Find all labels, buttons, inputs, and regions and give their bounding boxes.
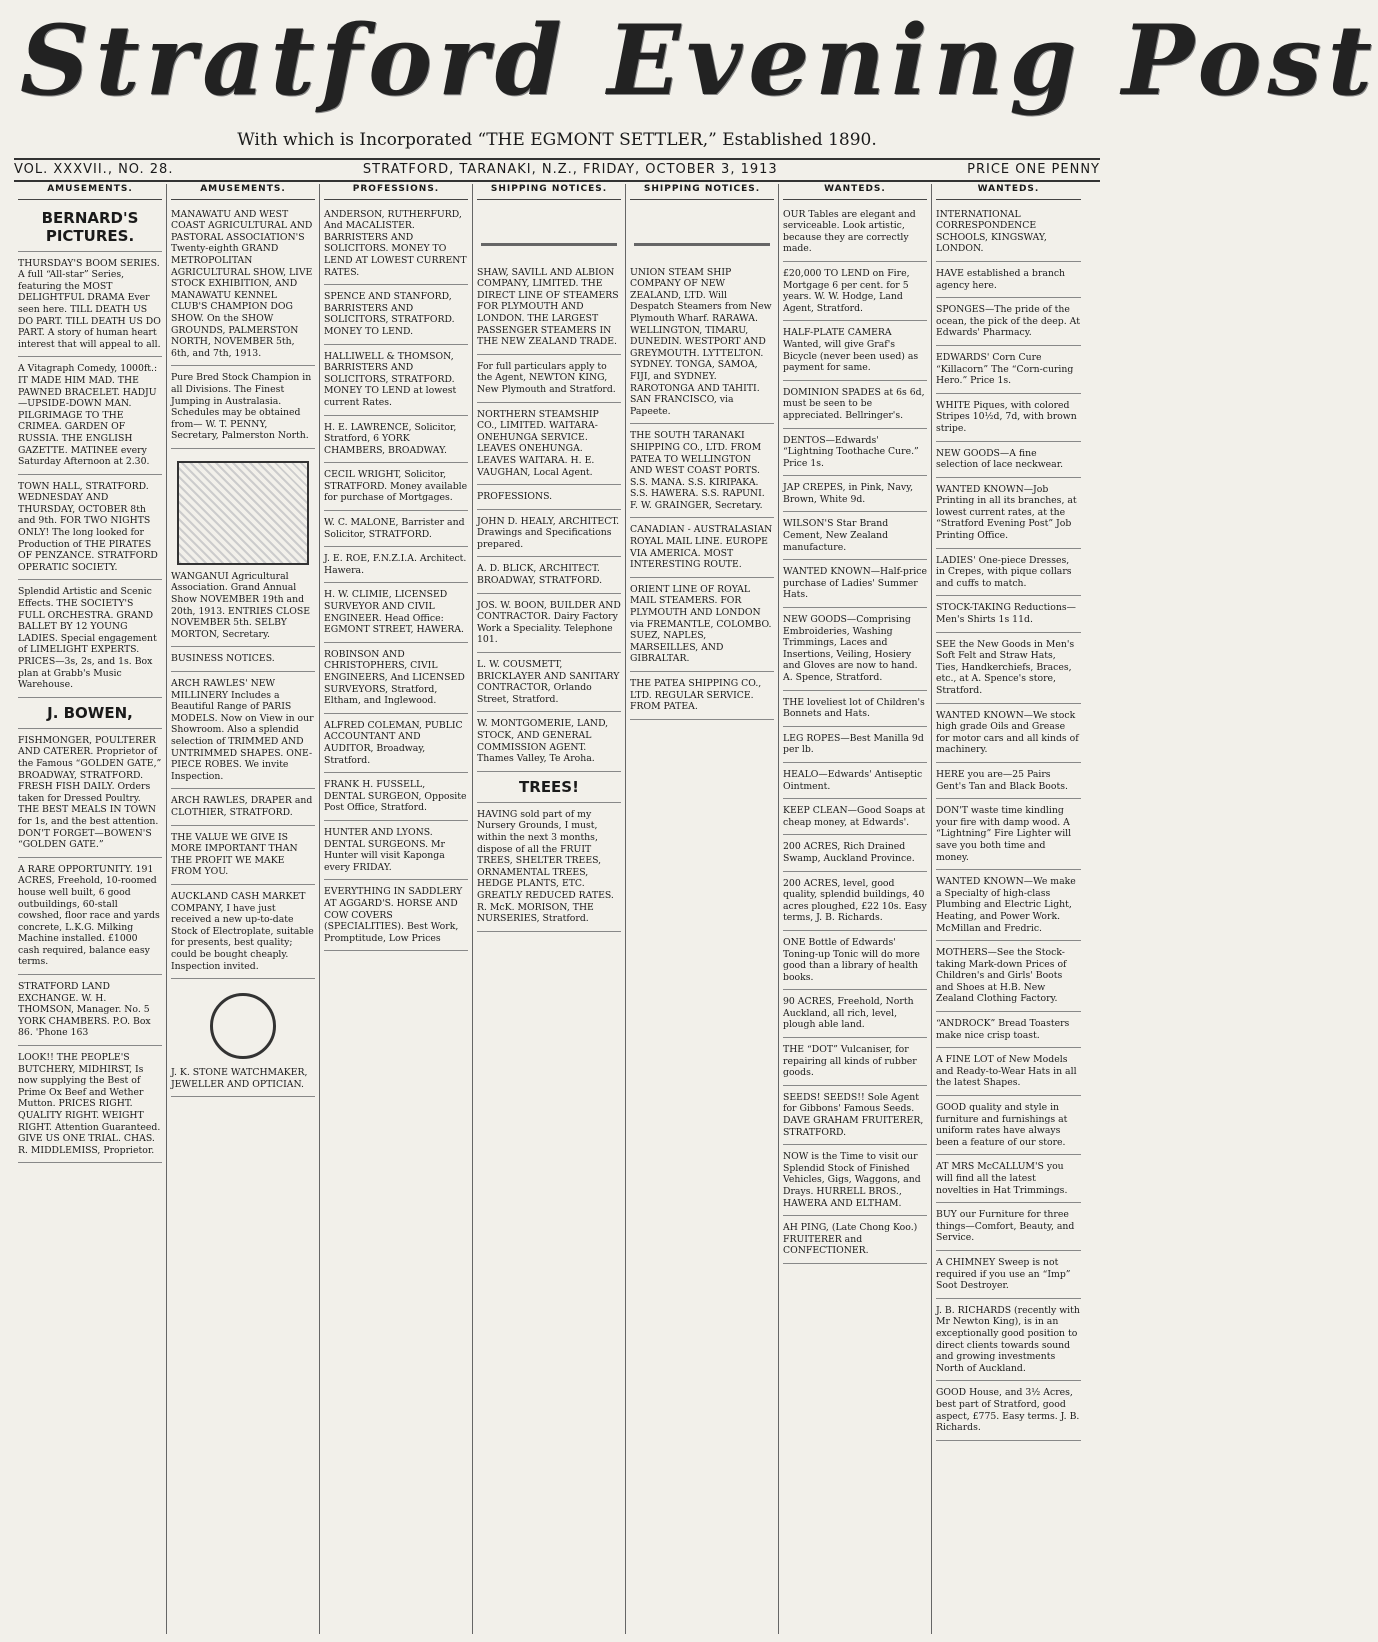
advertisement xyxy=(936,636,1081,704)
advertisement xyxy=(630,521,774,577)
advertisement-text: J. K. STONE WATCHMAKER, JEWELLER AND OPTICIAN. xyxy=(171,1067,308,1090)
advertisement-text: CANADIAN - AUSTRALASIAN ROYAL MAIL LINE. EUROPE VIA AMERICA. MOST INTERESTING ROUTE. xyxy=(630,524,773,571)
advertisement-text: BUY our Furniture for three things—Comfort, Beauty, and Service. xyxy=(936,1209,1075,1244)
advertisement-text: A. D. BLICK, ARCHITECT. BROADWAY, STRATFORD. xyxy=(477,563,603,587)
advertisement-text: ANDERSON, RUTHERFURD, And MACALISTER. BARRISTERS AND SOLICITORS. MONEY TO LEND AT LOWEST CURRENT RATES. xyxy=(324,208,467,278)
advertisement-text: HALLIWELL & THOMSON, BARRISTERS AND SOLICITORS, STRATFORD. MONEY TO LEND at lowest current Rates. xyxy=(324,350,457,408)
advertisement-text: 200 ACRES, level, good quality, splendid buildings, 40 acres ploughed, £22 10s. Easy terms, J. B. Richards. xyxy=(783,877,927,924)
advertisement xyxy=(936,944,1081,1012)
advertisement-text: CECIL WRIGHT, Solicitor, STRATFORD. Money available for purchase of Mortgages. xyxy=(324,469,468,504)
advertisement-text: Pure Bred Stock Champion in all Divisions. The Finest Jumping in Australasia. Schedules may be obtained from— W. T. PENNY, Secretary, Palmerston North. xyxy=(171,372,312,442)
advertisement xyxy=(936,1206,1081,1251)
advertisement-text: BERNARD'S PICTURES. xyxy=(41,208,139,245)
advertisement xyxy=(783,838,927,871)
advertisement xyxy=(477,513,621,558)
column-1 xyxy=(14,184,167,1634)
advertisement xyxy=(783,993,927,1038)
advertisement-text: GOOD quality and style in furniture and furnishings at uniform rates have always been a feature of our store. xyxy=(936,1102,1068,1148)
column-heading: AMUSEMENTS. xyxy=(18,184,162,200)
advertisement xyxy=(477,206,621,355)
advertisement xyxy=(936,552,1081,597)
advertisement xyxy=(477,560,621,593)
advertisement xyxy=(324,717,468,773)
advertisement-text: SEEDS! SEEDS!! Sole Agent for Gibbons' Famous Seeds. DAVE GRAHAM FRUITERER, STRATFORD. xyxy=(783,1091,924,1138)
advertisement-text: OUR Tables are elegant and serviceable. Look artistic, because they are correctly made. xyxy=(783,208,916,255)
column-4 xyxy=(473,184,626,1634)
advertisement-text: ROBINSON AND CHRISTOPHERS, CIVIL ENGINEERS, And LICENSED SURVEYORS, Stratford, Eltham, and Inglewood. xyxy=(324,648,465,707)
advertisement xyxy=(18,206,162,252)
advertisement-text: £20,000 TO LEND on Fire, Mortgage 6 per cent. for 5 years. W. W. Hodge, Land Agent, Stratford. xyxy=(783,267,910,314)
advertisement-text: ONE Bottle of Edwards' Toning-up Tonic will do more good than a library of health books. xyxy=(783,936,920,983)
advertisement xyxy=(783,934,927,990)
advertisement-text: FISHMONGER, POULTERER AND CATERER. Proprietor of the Famous “GOLDEN GATE,” BROADWAY, STRATFORD. FRESH FISH DAILY. Orders taken for Dressed Poultry. THE BEST MEALS IN TOWN for 1s, and the best attention. DON'T FORGET—BOWEN'S “GOLDEN GATE.” xyxy=(18,734,162,851)
advertisement-text: ARCH RAWLES, DRAPER and CLOTHIER, STRATFORD. xyxy=(171,795,313,818)
advertisement xyxy=(171,369,315,449)
advertisement-text: STRATFORD LAND EXCHANGE. W. H. THOMSON, Manager. No. 5 YORK CHAMBERS. P.O. Box 86. 'Phone 163 xyxy=(18,981,151,1039)
advertisement xyxy=(18,583,162,697)
advertisement-text: TREES! xyxy=(519,777,579,796)
advertisement xyxy=(936,397,1081,442)
advertisement xyxy=(783,611,927,691)
advertisement xyxy=(783,1148,927,1216)
advertisement-text: SPONGES—The pride of the ocean, the pick of the deep. At Edwards' Pharmacy. xyxy=(936,304,1080,339)
livestock-illustration xyxy=(177,461,309,565)
advertisement-text: H. W. CLIMIE, LICENSED SURVEYOR AND CIVIL ENGINEER. Head Office: EGMONT STREET, HAWERA. xyxy=(324,589,464,636)
advertisement-text: W. C. MALONE, Barrister and Solicitor, STRATFORD. xyxy=(324,517,465,540)
advertisement xyxy=(783,875,927,931)
advertisement-text: ALFRED COLEMAN, PUBLIC ACCOUNTANT AND AUDITOR, Broadway, Stratford. xyxy=(324,719,463,766)
advertisement-text: PROFESSIONS. xyxy=(477,491,553,503)
advertisement xyxy=(477,715,621,771)
advertisement xyxy=(936,349,1081,394)
advertisement xyxy=(477,406,621,486)
advertisement xyxy=(324,550,468,583)
advertisement xyxy=(324,776,468,821)
advertisement xyxy=(783,265,927,321)
advertisement-text: MOTHERS—See the Stock-taking Mark-down Prices of Children's and Girls' Boots and Shoes at H.B. New Zealand Clothing Factory. xyxy=(936,947,1067,1005)
advertisement-text: SPENCE AND STANFORD, BARRISTERS AND SOLICITORS, STRATFORD. MONEY TO LEND. xyxy=(324,291,455,337)
advertisement xyxy=(783,1041,927,1086)
advertisement-text: EVERYTHING IN SADDLERY AT AGGARD'S. HORSE AND COW COVERS (SPECIALITIES). Best Work, Promptitude, Low Prices xyxy=(324,886,463,944)
advertisement xyxy=(783,730,927,763)
advertisement-text: BUSINESS NOTICES. xyxy=(171,653,275,665)
advertisement xyxy=(171,452,315,648)
advertisement-text: WANTED KNOWN—We make a Specialty of high-class Plumbing and Electric Light, Heating, and Power Work. McMillan and Fredric. xyxy=(936,876,1076,934)
advertisement-text: LOOK!! THE PEOPLE'S BUTCHERY, MIDHIRST, Is now supplying the Best of Prime Ox Beef and Wether Mutton. PRICES RIGHT. QUALITY RIGHT. WEIGHT RIGHT. Attention Guaranteed. GIVE US ONE TRIAL. CHAS. R. MIDDLEMISS, Proprietor. xyxy=(18,1052,161,1156)
advertisement xyxy=(783,766,927,799)
advertisement-text: SHAW, SAVILL AND ALBION COMPANY, LIMITED. THE DIRECT LINE OF STEAMERS FOR PLYMOUTH AND LONDON. THE LARGEST PASSENGER STEAMERS IN THE NEW ZEALAND TRADE. xyxy=(477,266,619,348)
advertisement-text: WANGANUI Agricultural Association. Grand Annual Show NOVEMBER 19th and 20th, 1913. ENTRIES CLOSE NOVEMBER 5th. SELBY MORTON, Secretary. xyxy=(171,570,311,640)
advertisement xyxy=(171,888,315,979)
advertisement-text: KEEP CLEAN—Good Soaps at cheap money, at Edwards'. xyxy=(783,805,925,828)
advertisement-text: H. E. LAWRENCE, Solicitor, Stratford, 6 YORK CHAMBERS, BROADWAY. xyxy=(324,421,457,456)
advertisement xyxy=(324,514,468,547)
advertisement xyxy=(171,675,315,789)
advertisement-text: THE PATEA SHIPPING CO., LTD. REGULAR SERVICE. FROM PATEA. xyxy=(630,678,762,713)
advertisement-text: A CHIMNEY Sweep is not required if you use an “Imp” Soot Destroyer. xyxy=(936,1256,1071,1292)
advertisement xyxy=(477,358,621,403)
column-6 xyxy=(779,184,932,1634)
newspaper-subtitle: With which is Incorporated “THE EGMONT SETTLER,” Established 1890. xyxy=(237,130,877,150)
advertisement xyxy=(630,427,774,518)
advertisement-text: DENTOS—Edwards' “Lightning Toothache Cure.” Price 1s. xyxy=(783,434,919,469)
advertisement xyxy=(783,563,927,608)
advertisement-text: WANTED KNOWN—Half-price purchase of Ladies' Summer Hats. xyxy=(783,566,927,601)
advertisement-text: MANAWATU AND WEST COAST AGRICULTURAL AND PASTORAL ASSOCIATION'S Twenty-eighth GRAND METROPOLITAN AGRICULTURAL SHOW, LIVE STOCK EXHIBITION, AND MANAWATU KENNEL CLUB'S CHAMPION DOG SHOW. On the SHOW GROUNDS, PALMERSTON NORTH, NOVEMBER 5th, 6th, and 7th, 1913. xyxy=(171,208,313,359)
advertisement xyxy=(324,646,468,714)
columns xyxy=(14,184,1100,1634)
advertisement xyxy=(783,432,927,477)
advertisement-text: DOMINION SPADES at 6s 6d, must be seen to be appreciated. Bellringer's. xyxy=(783,386,925,421)
advertisement-text: SEE the New Goods in Men's Soft Felt and Straw Hats, Ties, Handkerchiefs, Braces, etc., at A. Spence's store, Stratford. xyxy=(936,638,1075,696)
volume-number: VOL. XXXVII., NO. 28. xyxy=(14,162,174,177)
column-3 xyxy=(320,184,473,1634)
advertisement-text: STOCK-TAKING Reductions—Men's Shirts 1s 11d. xyxy=(936,602,1076,626)
advertisement-text: INTERNATIONAL CORRESPONDENCE SCHOOLS, KINGSWAY, LONDON. xyxy=(936,208,1047,255)
advertisement xyxy=(324,466,468,511)
advertisement-text: A RARE OPPORTUNITY. 191 ACRES, Freehold, 10-roomed house well built, 6 good outbuildings, 60-stall cowshed, floor race and yards concrete, L.K.G. Milking Machine installed. £1000 cash required, balance easy terms. xyxy=(18,863,160,968)
advertisement xyxy=(783,1219,927,1264)
advertisement xyxy=(630,206,774,425)
advertisement-text: AT MRS McCALLUM'S you will find all the latest novelties in Hat Trimmings. xyxy=(936,1161,1068,1196)
advertisement xyxy=(18,1049,162,1163)
advertisement-text: JAP CREPES, in Pink, Navy, Brown, White 9d. xyxy=(783,482,914,505)
advertisement-text: Splendid Artistic and Scenic Effects. THE SOCIETY'S FULL ORCHESTRA. GRAND BALLET BY 12 YOUNG LADIES. Special engagement of LIMELIGHT EXPERTS. PRICES—3s, 2s, and 1s. Box plan at Grabb's Music Warehouse. xyxy=(18,586,157,691)
advertisement-text: ARCH RAWLES' NEW MILLINERY Includes a Beautiful Range of PARIS MODELS. Now on View in our Showroom. Also a splendid selection of TRIMMED AND UNTRIMMED SHAPES. ONE-PIECE ROBES. We invite Inspection. xyxy=(171,678,314,782)
advertisement-text: THURSDAY'S BOOM SERIES. A full “All-star” Series, featuring the MOST DELIGHTFUL DRAMA Ever seen here. TILL DEATH US DO PART. TILL DEATH US DO PART. A story of human heart interest that will appeal to all. xyxy=(18,257,161,350)
advertisement-text: THE “DOT” Vulcaniser, for repairing all kinds of rubber goods. xyxy=(783,1044,917,1079)
pocket-watch-illustration xyxy=(210,993,276,1059)
advertisement xyxy=(324,883,468,951)
advertisement xyxy=(936,206,1081,262)
advertisement xyxy=(936,766,1081,799)
advertisement-text: ORIENT LINE OF ROYAL MAIL STEAMERS. FOR PLYMOUTH AND LONDON via FREMANTLE, COLOMBO. SUEZ, NAPLES, MARSEILLES, AND GIBRALTAR. xyxy=(630,583,772,665)
advertisement xyxy=(936,707,1081,763)
advertisement xyxy=(171,650,315,672)
place-date: STRATFORD, TARANAKI, N.Z., FRIDAY, OCTOBER 3, 1913 xyxy=(362,162,778,177)
advertisement xyxy=(936,1099,1081,1155)
column-heading: AMUSEMENTS. xyxy=(171,184,315,200)
advertisement-text: A Vitagraph Comedy, 1000ft.: IT MADE HIM MAD. THE PAWNED BRACELET. HADJU—UPSIDE-DOWN MAN. PILGRIMAGE TO THE CRIMEA. GARDEN OF RUSSIA. THE ENGLISH GAZETTE. MATINEE every Saturday Afternoon at 2.30. xyxy=(18,363,158,468)
advertisement xyxy=(171,982,315,1097)
advertisement-text: GOOD House, and 3½ Acres, best part of Stratford, good aspect, £775. Easy terms. J. B. Richards. xyxy=(936,1387,1080,1434)
advertisement xyxy=(171,829,315,885)
advertisement-text: WHITE Piques, with colored Stripes 10½d, 7d, with brown stripe. xyxy=(936,399,1077,434)
advertisement xyxy=(324,824,468,880)
advertisement xyxy=(783,515,927,560)
advertisement-text: HERE you are—25 Pairs Gent's Tan and Black Boots. xyxy=(936,768,1068,792)
advertisement-text: A FINE LOT of New Models and Ready-to-Wear Hats in all the latest Shapes. xyxy=(936,1054,1077,1089)
advertisement xyxy=(936,445,1081,478)
advertisement xyxy=(936,1254,1081,1299)
advertisement-text: WILSON'S Star Brand Cement, New Zealand manufacture. xyxy=(783,518,889,553)
advertisement-text: HALF-PLATE CAMERA Wanted, will give Graf's Bicycle (never been used) as payment for same. xyxy=(783,327,919,374)
column-5 xyxy=(626,184,779,1634)
advertisement-text: NEW GOODS—A fine selection of lace neckwear. xyxy=(936,447,1064,471)
advertisement-text: DON'T waste time kindling your fire with damp wood. A “Lightning” Fire Lighter will save you both time and money. xyxy=(936,805,1072,863)
advertisement xyxy=(783,384,927,429)
advertisement xyxy=(324,348,468,416)
masthead xyxy=(20,4,1378,150)
advertisement-text: “ANDROCK” Bread Toasters make nice crisp toast. xyxy=(936,1018,1070,1041)
advertisement xyxy=(18,478,162,581)
advertisement xyxy=(630,675,774,720)
advertisement-text: NORTHERN STEAMSHIP CO., LIMITED. WAITARA-ONEHUNGA SERVICE. LEAVES ONEHUNGA. LEAVES WAITARA. H. E. VAUGHAN, Local Agent. xyxy=(477,408,599,478)
advertisement xyxy=(936,1384,1081,1440)
advertisement-text: WANTED KNOWN—Job Printing in all its branches, at lowest current rates, at the “Stratford Evening Post” Job Printing Office. xyxy=(936,483,1077,542)
advertisement xyxy=(936,301,1081,346)
advertisement-text: 90 ACRES, Freehold, North Auckland, all rich, level, plough able land. xyxy=(783,996,914,1031)
advertisement xyxy=(324,419,468,464)
advertisement xyxy=(936,265,1081,298)
advertisement xyxy=(783,802,927,835)
advertisement xyxy=(783,206,927,262)
advertisement xyxy=(936,599,1081,632)
advertisement-text: AH PING, (Late Chong Koo.) FRUITERER and CONFECTIONER. xyxy=(783,1222,918,1257)
advertisement xyxy=(936,1302,1081,1382)
advertisement-text: HEALO—Edwards' Antiseptic Ointment. xyxy=(783,768,923,792)
advertisement xyxy=(324,586,468,642)
advertisement-text: J. BOWEN, xyxy=(47,703,133,722)
advertisement-text: THE loveliest lot of Children's Bonnets and Hats. xyxy=(783,696,925,720)
advertisement xyxy=(936,873,1081,941)
column-heading: WANTEDS. xyxy=(936,184,1081,200)
advertisement-text: LADIES' One-piece Dresses, in Crepes, with pique collars and cuffs to match. xyxy=(936,554,1072,589)
advertisement xyxy=(171,206,315,367)
advertisement-text: UNION STEAM SHIP COMPANY OF NEW ZEALAND, LTD. Will Despatch Steamers from New Plymouth Wharf. RARAWA. WELLINGTON, TIMARU, DUNEDIN. WESTPORT AND GREYMOUTH. LYTTELTON. SYDNEY. TONGA, SAMOA, FIJI, and SYDNEY. RAROTONGA AND TAHITI. SAN FRANCISCO, via Papeete. xyxy=(630,266,772,417)
advertisement xyxy=(18,255,162,358)
advertisement xyxy=(18,701,162,729)
advertisement-text: TOWN HALL, STRATFORD. WEDNESDAY AND THURSDAY, OCTOBER 8th and 9th. FOR TWO NIGHTS ONLY! The long looked for Production of THE PIRATES OF PENZANCE. STRATFORD OPERATIC SOCIETY. xyxy=(18,480,158,573)
advertisement xyxy=(936,1051,1081,1096)
advertisement xyxy=(18,861,162,975)
advertisement xyxy=(18,360,162,474)
advertisement-text: L. W. COUSMETT, BRICKLAYER AND SANITARY CONTRACTOR, Orlando Street, Stratford. xyxy=(477,659,620,705)
advertisement-text: HAVING sold part of my Nursery Grounds, I must, within the next 3 months, dispose of all the FRUIT TREES, SHELTER TREES, ORNAMENTAL TREES, HEDGE PLANTS, ETC. GREATLY REDUCED RATES. R. McK. MORISON, THE NURSERIES, Stratford. xyxy=(477,808,614,925)
advertisement-text: For full particulars apply to the Agent, NEWTON KING, New Plymouth and Stratford. xyxy=(477,360,616,395)
column-heading: PROFESSIONS. xyxy=(324,184,468,200)
column-2 xyxy=(167,184,320,1634)
advertisement-text: NOW is the Time to visit our Splendid Stock of Finished Vehicles, Gigs, Waggons, and Drays. HURRELL BROS., HAWERA AND ELTHAM. xyxy=(783,1151,921,1209)
column-heading: SHIPPING NOTICES. xyxy=(477,184,621,200)
column-heading: SHIPPING NOTICES. xyxy=(630,184,774,200)
advertisement xyxy=(477,806,621,932)
advertisement xyxy=(630,581,774,672)
advertisement-text: EDWARDS' Corn Cure “Killacorn” The “Corn-curing Hero.” Price 1s. xyxy=(936,351,1074,387)
advertisement xyxy=(783,694,927,727)
advertisement xyxy=(936,1158,1081,1203)
advertisement-text: J. B. RICHARDS (recently with Mr Newton King), is in an exceptionally good position to direct clients towards sound and growing investments North of Auckland. xyxy=(936,1304,1080,1374)
advertisement xyxy=(936,481,1081,549)
advertisement-text: THE VALUE WE GIVE IS MORE IMPORTANT THAN THE PROFIT WE MAKE FROM YOU. xyxy=(171,831,298,878)
advertisement xyxy=(783,1089,927,1145)
advertisement xyxy=(783,479,927,512)
price: PRICE ONE PENNY xyxy=(967,162,1100,177)
advertisement xyxy=(171,792,315,825)
steamship-illustration xyxy=(634,213,770,263)
newspaper-title: Stratford Evening Post xyxy=(20,4,1378,117)
advertisement-text: FRANK H. FUSSELL, DENTAL SURGEON, Opposite Post Office, Stratford. xyxy=(324,779,467,814)
advertisement-text: JOHN D. HEALY, ARCHITECT. Drawings and Specifications prepared. xyxy=(477,515,620,550)
advertisement xyxy=(477,656,621,712)
advertisement xyxy=(18,978,162,1046)
steamship-illustration xyxy=(481,213,617,263)
dateline xyxy=(14,158,1100,182)
column-heading: WANTEDS. xyxy=(783,184,927,200)
advertisement-text: W. MONTGOMERIE, LAND, STOCK, AND GENERAL COMMISSION AGENT. Thames Valley, Te Aroha. xyxy=(477,718,609,765)
advertisement xyxy=(477,597,621,653)
advertisement-text: LEG ROPES—Best Manilla 9d per lb. xyxy=(783,732,924,756)
advertisement-text: HAVE established a branch agency here. xyxy=(936,267,1066,291)
advertisement-text: NEW GOODS—Comprising Embroideries, Washing Trimmings, Laces and Insertions, Veiling, Hosiery and Gloves are now to hand. A. Spence, Stratford. xyxy=(783,614,918,683)
advertisement xyxy=(324,206,468,286)
advertisement-text: J. E. ROE, F.N.Z.I.A. Architect. Hawera. xyxy=(324,553,467,576)
advertisement-text: THE SOUTH TARANAKI SHIPPING CO., LTD. FROM PATEA TO WELLINGTON AND WEST COAST PORTS. S.S. MANA. S.S. KIRIPAKA. S.S. HAWERA. S.S. RAPUNI. F. W. GRAINGER, Secretary. xyxy=(630,430,765,511)
advertisement xyxy=(477,488,621,510)
advertisement-text: WANTED KNOWN—We stock high grade Oils and Grease for motor cars and all kinds of machinery. xyxy=(936,709,1079,756)
column-7 xyxy=(932,184,1085,1634)
advertisement xyxy=(477,775,621,803)
advertisement-text: HUNTER AND LYONS. DENTAL SURGEONS. Mr Hunter will visit Kaponga every FRIDAY. xyxy=(324,826,445,873)
advertisement xyxy=(936,1015,1081,1048)
advertisement xyxy=(18,732,162,858)
advertisement xyxy=(783,324,927,380)
advertisement xyxy=(324,288,468,344)
advertisement xyxy=(936,802,1081,870)
advertisement-text: JOS. W. BOON, BUILDER AND CONTRACTOR. Dairy Factory Work a Speciality. Telephone 101. xyxy=(477,599,621,646)
advertisement-text: 200 ACRES, Rich Drained Swamp, Auckland Province. xyxy=(783,841,915,864)
advertisement-text: AUCKLAND CASH MARKET COMPANY, I have just received a new up-to-date Stock of Electroplate, suitable for presents, best quality; could be bought cheaply. Inspection invited. xyxy=(171,890,314,972)
